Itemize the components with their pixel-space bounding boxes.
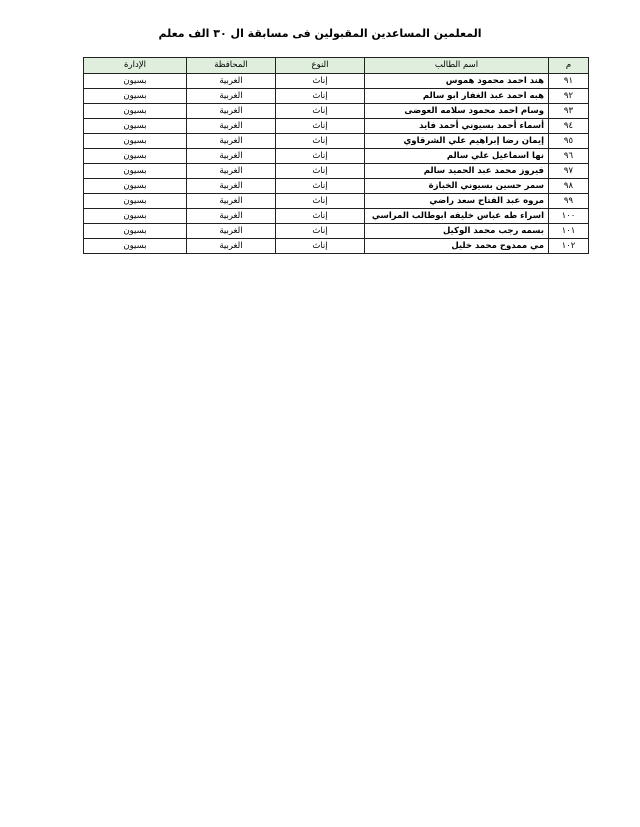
cell-governorate: الغربية xyxy=(187,239,276,254)
table-row xyxy=(84,119,589,134)
cell-name: هبه احمد عبد الغفار ابو سالم xyxy=(365,89,549,104)
table-body xyxy=(84,74,589,254)
cell-gender: إناث xyxy=(276,149,365,164)
table-row xyxy=(84,104,589,119)
header-governorate: المحافظة xyxy=(187,58,276,74)
table-row xyxy=(84,239,589,254)
cell-name: نها اسماعيل علي سالم xyxy=(365,149,549,164)
cell-gender: إناث xyxy=(276,194,365,209)
cell-gender: إناث xyxy=(276,89,365,104)
table-header-row xyxy=(84,58,589,74)
cell-governorate: الغربية xyxy=(187,209,276,224)
table-row xyxy=(84,179,589,194)
cell-name: بسمه رجب محمد الوكيل xyxy=(365,224,549,239)
table-row xyxy=(84,89,589,104)
cell-num: ٩١ xyxy=(549,74,589,89)
cell-administration: بسيون xyxy=(84,119,187,134)
cell-num: ٩٩ xyxy=(549,194,589,209)
cell-num: ١٠٢ xyxy=(549,239,589,254)
cell-num: ٩٦ xyxy=(549,149,589,164)
cell-administration: بسيون xyxy=(84,209,187,224)
table-row xyxy=(84,149,589,164)
cell-administration: بسيون xyxy=(84,74,187,89)
table-row xyxy=(84,209,589,224)
header-gender: النوع xyxy=(276,58,365,74)
cell-gender: إناث xyxy=(276,134,365,149)
table-row xyxy=(84,74,589,89)
table-header xyxy=(84,58,589,74)
header-name: اسم الطالب xyxy=(365,58,549,74)
cell-administration: بسيون xyxy=(84,239,187,254)
table-row xyxy=(84,194,589,209)
cell-gender: إناث xyxy=(276,74,365,89)
cell-num: ١٠١ xyxy=(549,224,589,239)
table-row xyxy=(84,134,589,149)
cell-name: سمر حسين بسيوني الخبازة xyxy=(365,179,549,194)
cell-gender: إناث xyxy=(276,239,365,254)
cell-governorate: الغربية xyxy=(187,104,276,119)
cell-name: اسراء طه عباس خليفه ابوطالب المراسي xyxy=(365,209,549,224)
page-title: المعلمين المساعدين المقبولين فى مسابقة ال ٣٠ الف معلم xyxy=(158,27,482,40)
cell-governorate: الغربية xyxy=(187,194,276,209)
table-row xyxy=(84,164,589,179)
cell-num: ٩٨ xyxy=(549,179,589,194)
cell-name: فيروز محمد عبد الحميد سالم xyxy=(365,164,549,179)
cell-governorate: الغربية xyxy=(187,119,276,134)
cell-governorate: الغربية xyxy=(187,164,276,179)
cell-administration: بسيون xyxy=(84,224,187,239)
cell-name: إيمان رضا إبراهيم علي الشرقاوي xyxy=(365,134,549,149)
cell-name: مي ممدوح محمد خليل xyxy=(365,239,549,254)
cell-administration: بسيون xyxy=(84,194,187,209)
cell-name: هند احمد محمود هموس xyxy=(365,74,549,89)
cell-name: وسام احمد محمود سلامه العوضى xyxy=(365,104,549,119)
cell-gender: إناث xyxy=(276,119,365,134)
cell-gender: إناث xyxy=(276,104,365,119)
cell-num: ٩٤ xyxy=(549,119,589,134)
cell-administration: بسيون xyxy=(84,104,187,119)
cell-governorate: الغربية xyxy=(187,74,276,89)
cell-administration: بسيون xyxy=(84,164,187,179)
cell-name: مروه عبد الفتاح سعد راضي xyxy=(365,194,549,209)
accepted-teachers-table xyxy=(83,57,589,254)
table-row xyxy=(84,224,589,239)
cell-gender: إناث xyxy=(276,179,365,194)
cell-name: أسماء أحمد بسيوني أحمد فايد xyxy=(365,119,549,134)
cell-administration: بسيون xyxy=(84,149,187,164)
cell-gender: إناث xyxy=(276,209,365,224)
cell-num: ١٠٠ xyxy=(549,209,589,224)
cell-governorate: الغربية xyxy=(187,134,276,149)
cell-gender: إناث xyxy=(276,224,365,239)
cell-gender: إناث xyxy=(276,164,365,179)
cell-governorate: الغربية xyxy=(187,224,276,239)
cell-governorate: الغربية xyxy=(187,179,276,194)
cell-administration: بسيون xyxy=(84,179,187,194)
cell-administration: بسيون xyxy=(84,134,187,149)
cell-num: ٩٧ xyxy=(549,164,589,179)
header-administration: الإدارة xyxy=(84,58,187,74)
cell-num: ٩٢ xyxy=(549,89,589,104)
cell-governorate: الغربية xyxy=(187,149,276,164)
cell-administration: بسيون xyxy=(84,89,187,104)
cell-num: ٩٣ xyxy=(549,104,589,119)
cell-num: ٩٥ xyxy=(549,134,589,149)
cell-governorate: الغربية xyxy=(187,89,276,104)
header-num: م xyxy=(549,58,589,74)
